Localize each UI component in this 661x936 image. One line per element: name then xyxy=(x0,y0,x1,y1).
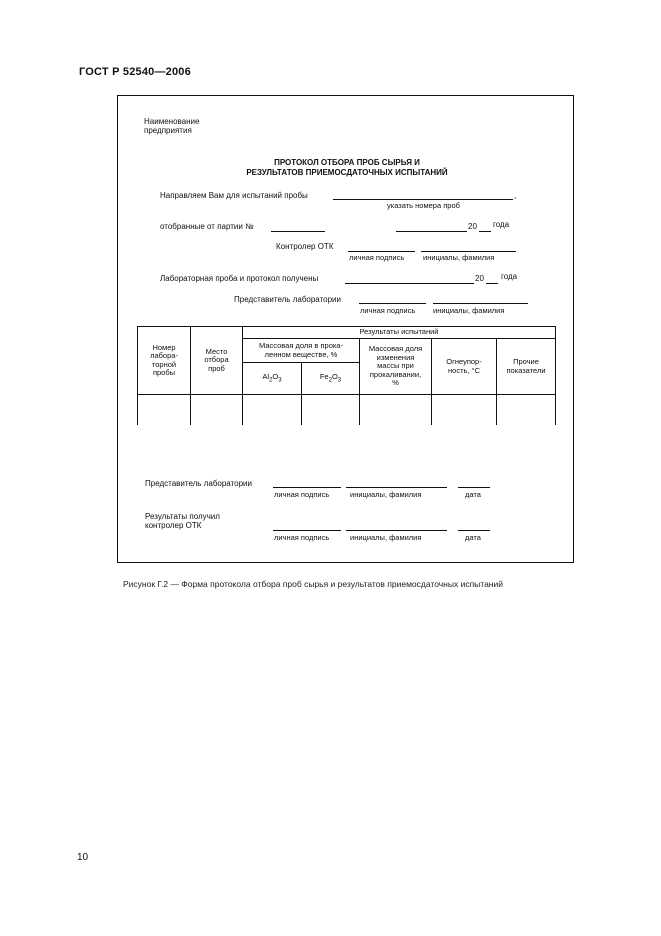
bottom-otk-initials-hint: инициалы, фамилия xyxy=(350,533,422,542)
bottom-lab-name-line xyxy=(346,487,447,488)
sample-numbers-line xyxy=(333,199,513,200)
page-number: 10 xyxy=(77,852,89,863)
bottom-lab-date-line xyxy=(458,487,490,488)
year-line xyxy=(479,231,491,232)
year-line-2 xyxy=(486,283,498,284)
bottom-otk-date-line xyxy=(458,530,490,531)
lab-rep-signature-line xyxy=(359,303,426,304)
bottom-lab-rep-label: Представитель лаборатории xyxy=(145,479,252,488)
results-received-line2: контролер ОТК xyxy=(145,521,202,530)
enterprise-name-line1: Наименование xyxy=(144,117,200,126)
lab-received-label: Лабораторная проба и протокол получены xyxy=(160,274,319,283)
bottom-otk-name-line xyxy=(346,530,447,531)
table-cell xyxy=(432,395,497,425)
year-suffix-2: года xyxy=(501,272,518,281)
year-suffix: года xyxy=(493,220,510,229)
document-code: ГОСТ Р 52540—2006 xyxy=(79,66,191,78)
col-mass-fraction: Массовая доля в прока- ленном веществе, % xyxy=(243,339,360,363)
table-cell xyxy=(243,395,302,425)
table-cell xyxy=(138,395,191,425)
table-cell xyxy=(360,395,432,425)
controller-signature-line xyxy=(348,251,415,252)
controller-initials-hint: инициалы, фамилия xyxy=(423,253,495,262)
results-table xyxy=(137,326,556,425)
col-fe2o3: $Fe_2O_3$ xyxy=(302,363,360,395)
lab-rep-initials-hint: инициалы, фамилия xyxy=(433,306,505,315)
lab-received-date-line xyxy=(345,283,474,284)
batch-label: отобранные от партии № xyxy=(160,222,254,231)
col-al2o3: $Al_2O_3$ xyxy=(243,363,302,395)
bottom-otk-date-hint: дата xyxy=(465,533,481,542)
col-sampling-place: Место отбора проб xyxy=(191,327,243,395)
bottom-otk-signature-hint: личная подпись xyxy=(274,533,330,542)
figure-caption: Рисунок Г.2 — Форма протокола отбора проб сырья и результатов приемосдаточных испытаний xyxy=(123,579,503,589)
send-samples-label: Направляем Вам для испытаний пробы xyxy=(160,191,308,200)
comma: , xyxy=(514,191,517,200)
col-group-results: Результаты испытаний xyxy=(243,327,556,339)
col-sample-number: Номер лабора- торной пробы xyxy=(138,327,191,395)
lab-rep-name-line xyxy=(433,303,528,304)
batch-date-line xyxy=(396,231,467,232)
controller-name-line xyxy=(421,251,516,252)
controller-signature-hint: личная подпись xyxy=(349,253,405,262)
lab-rep-signature-hint: личная подпись xyxy=(360,306,416,315)
sample-numbers-hint: указать номера проб xyxy=(387,201,460,210)
controller-label: Контролер ОТК xyxy=(276,242,334,251)
col-refractoriness: Огнеупор- ность, °С xyxy=(432,339,497,395)
bottom-lab-signature-line xyxy=(273,487,341,488)
form-title-line1: ПРОТОКОЛ ОТБОРА ПРОБ СЫРЬЯ И xyxy=(274,158,420,167)
bottom-lab-date-hint: дата xyxy=(465,490,481,499)
enterprise-name-line2: предприятия xyxy=(144,126,192,135)
table-cell xyxy=(191,395,243,425)
form-title-line2: РЕЗУЛЬТАТОВ ПРИЕМОСДАТОЧНЫХ ИСПЫТАНИЙ xyxy=(246,168,448,177)
lab-rep-label: Представитель лаборатории xyxy=(234,295,341,304)
table-cell xyxy=(497,395,556,425)
batch-number-line xyxy=(271,231,325,232)
col-mass-change: Массовая доля изменения массы при прокаливании, % xyxy=(360,339,432,395)
year-prefix: 20 xyxy=(468,222,477,231)
results-received-line1: Результаты получил xyxy=(145,512,220,521)
year-prefix-2: 20 xyxy=(475,274,484,283)
bottom-lab-initials-hint: инициалы, фамилия xyxy=(350,490,422,499)
col-other-indicators: Прочие показатели xyxy=(497,339,556,395)
bottom-otk-signature-line xyxy=(273,530,341,531)
table-cell xyxy=(302,395,360,425)
bottom-lab-signature-hint: личная подпись xyxy=(274,490,330,499)
